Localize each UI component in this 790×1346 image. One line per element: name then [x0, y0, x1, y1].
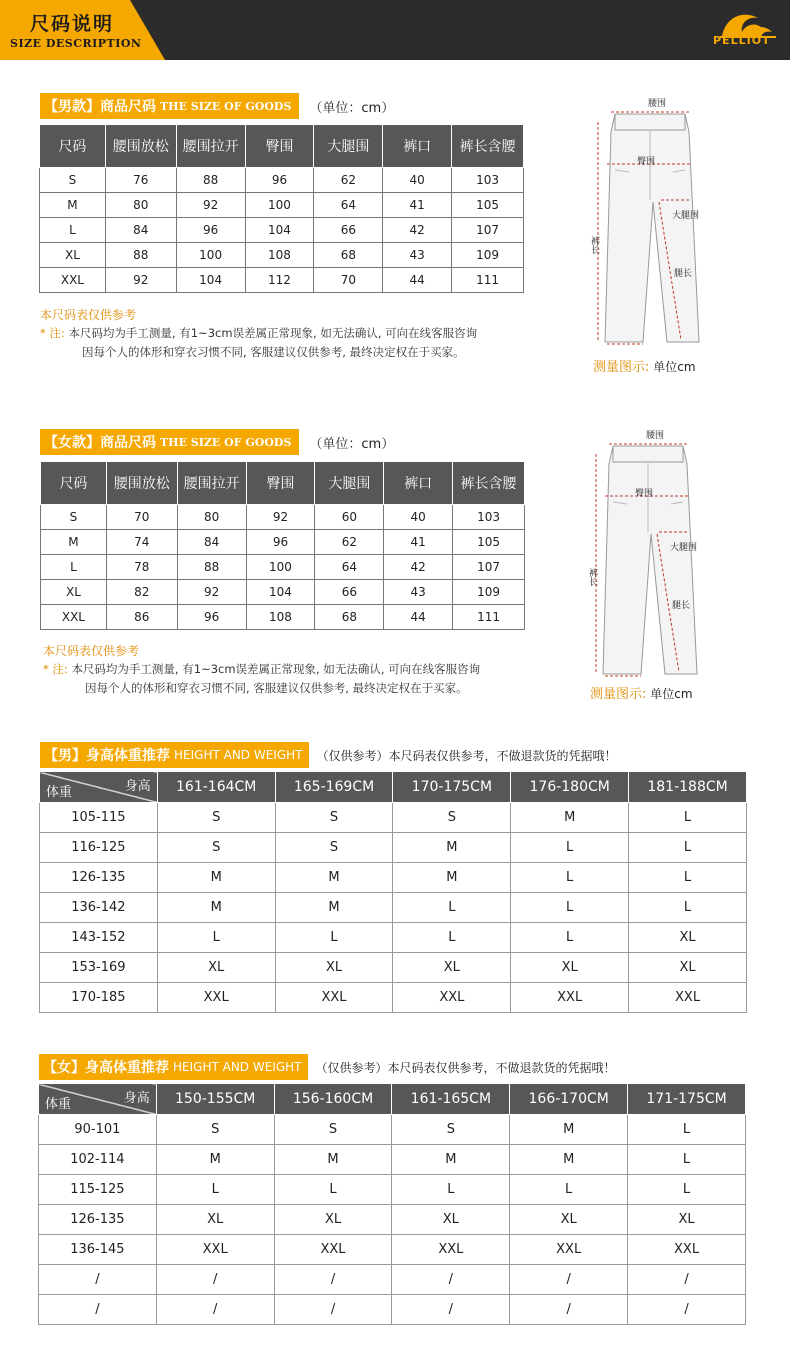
- women-size-title: [40, 429, 394, 455]
- column-header: 165-169CM: [275, 772, 393, 803]
- men-size-table: [39, 124, 524, 293]
- table-cell: /: [510, 1295, 628, 1325]
- table-cell: /: [156, 1265, 274, 1295]
- table-cell: /: [392, 1295, 510, 1325]
- table-cell: 103: [452, 168, 524, 193]
- table-row: [39, 1295, 746, 1325]
- table-cell: XL: [629, 923, 747, 953]
- table-cell: 112: [245, 268, 314, 293]
- column-header: 171-175CM: [628, 1084, 746, 1115]
- table-row: [40, 168, 524, 193]
- column-header: 181-188CM: [629, 772, 747, 803]
- table-cell: S: [274, 1115, 392, 1145]
- table-cell: 107: [452, 218, 524, 243]
- note-line: 因每个人的体形和穿衣习惯不同, 客服建议仅供参考, 最终决定权在于买家。: [85, 681, 468, 695]
- table-row: [41, 605, 525, 630]
- table-cell: L: [628, 1175, 746, 1205]
- table-cell: M: [157, 893, 275, 923]
- table-cell: /: [39, 1295, 157, 1325]
- table-cell: XL: [511, 953, 629, 983]
- table-cell: 103: [453, 505, 525, 530]
- table-cell: M: [393, 833, 511, 863]
- table-row: [39, 1235, 746, 1265]
- men-disclaimer: [40, 324, 560, 362]
- table-cell: XL: [41, 580, 107, 605]
- column-header: 腰围拉开: [177, 462, 246, 505]
- table-cell: XXL: [629, 983, 747, 1013]
- page-title: 尺码说明: [30, 13, 115, 35]
- table-row: [39, 1265, 746, 1295]
- table-cell: 42: [383, 218, 452, 243]
- table-cell: 100: [176, 243, 245, 268]
- women-size-tag: 【女款】商品尺码 THE SIZE OF GOODS: [40, 429, 299, 455]
- table-cell: XXL: [275, 983, 393, 1013]
- men-pants-diagram: [585, 92, 710, 364]
- table-cell: /: [274, 1295, 392, 1325]
- table-row: [41, 580, 525, 605]
- table-cell: 64: [314, 193, 383, 218]
- table-cell: XXL: [393, 983, 511, 1013]
- table-cell: 84: [177, 530, 246, 555]
- figure-label: 腿长: [672, 601, 691, 611]
- table-cell: 108: [245, 243, 314, 268]
- table-cell: S: [157, 803, 275, 833]
- table-cell: 84: [105, 218, 176, 243]
- table-cell: L: [511, 923, 629, 953]
- column-header: 166-170CM: [510, 1084, 628, 1115]
- table-cell: XXL: [41, 605, 107, 630]
- table-cell: 153-169: [40, 953, 158, 983]
- column-header: 裤口: [384, 462, 453, 505]
- table-cell: 170-185: [40, 983, 158, 1013]
- table-cell: 109: [452, 243, 524, 268]
- table-cell: L: [40, 218, 106, 243]
- note-line: 本尺码均为手工测量, 有1~3cm误差属正常现象, 如无法确认, 可向在线客服咨询: [68, 326, 478, 340]
- table-cell: M: [274, 1145, 392, 1175]
- figure-label: 裤长: [587, 568, 597, 586]
- figure-label: 大腿围: [670, 543, 698, 553]
- men-hw-note: （仅供参考）本尺码表仅供参考，不做退款货的凭据哦！: [316, 748, 617, 763]
- table-cell: L: [628, 1115, 746, 1145]
- table-row: [40, 923, 747, 953]
- table-row: [40, 983, 747, 1013]
- table-cell: 136-145: [39, 1235, 157, 1265]
- table-cell: 143-152: [40, 923, 158, 953]
- table-cell: 107: [453, 555, 525, 580]
- figure-label: 臀围: [635, 489, 654, 499]
- table-cell: L: [629, 893, 747, 923]
- table-cell: /: [510, 1265, 628, 1295]
- women-disclaimer: [43, 660, 563, 698]
- table-cell: 96: [177, 605, 246, 630]
- table-cell: XL: [629, 953, 747, 983]
- table-cell: XL: [274, 1205, 392, 1235]
- column-header: 156-160CM: [274, 1084, 392, 1115]
- table-cell: 68: [315, 605, 384, 630]
- page-subtitle: SIZE DESCRIPTION: [10, 37, 142, 50]
- table-cell: M: [393, 863, 511, 893]
- table-cell: S: [392, 1115, 510, 1145]
- table-cell: 111: [453, 605, 525, 630]
- table-cell: 108: [246, 605, 315, 630]
- table-cell: 43: [383, 243, 452, 268]
- table-cell: L: [393, 893, 511, 923]
- table-cell: S: [157, 833, 275, 863]
- men-hw-title: [40, 742, 617, 768]
- table-row: [40, 953, 747, 983]
- table-cell: 92: [176, 193, 245, 218]
- table-cell: S: [275, 833, 393, 863]
- table-cell: 100: [245, 193, 314, 218]
- table-cell: 109: [453, 580, 525, 605]
- page-header: [0, 0, 790, 60]
- table-cell: XXL: [628, 1235, 746, 1265]
- table-cell: 42: [384, 555, 453, 580]
- table-cell: XL: [628, 1205, 746, 1235]
- women-hw-table: [38, 1083, 746, 1325]
- table-cell: 105: [453, 530, 525, 555]
- table-row: [41, 530, 525, 555]
- table-header-row: [41, 462, 525, 505]
- table-row: [41, 555, 525, 580]
- figure-label: 腰围: [648, 99, 667, 109]
- table-cell: S: [393, 803, 511, 833]
- table-cell: 136-142: [40, 893, 158, 923]
- figure-label: 腿长: [674, 269, 693, 279]
- column-header: 腰围放松: [106, 462, 177, 505]
- table-cell: 116-125: [40, 833, 158, 863]
- table-cell: M: [510, 1145, 628, 1175]
- table-cell: 70: [106, 505, 177, 530]
- figure-label: 大腿围: [672, 211, 700, 221]
- table-cell: M: [392, 1145, 510, 1175]
- table-cell: 44: [383, 268, 452, 293]
- table-cell: 104: [246, 580, 315, 605]
- table-cell: XXL: [510, 1235, 628, 1265]
- men-hw-table: [39, 771, 747, 1013]
- table-cell: 41: [384, 530, 453, 555]
- table-cell: 92: [105, 268, 176, 293]
- table-cell: L: [393, 923, 511, 953]
- table-cell: XXL: [274, 1235, 392, 1265]
- men-size-unit: （单位：cm）: [309, 100, 395, 116]
- women-pants-diagram: [583, 424, 708, 696]
- column-header: 161-165CM: [392, 1084, 510, 1115]
- corner-header: 身高 体重: [39, 1084, 157, 1115]
- table-row: [39, 1115, 746, 1145]
- column-header: 臀围: [245, 125, 314, 168]
- table-cell: M: [41, 530, 107, 555]
- table-cell: 76: [105, 168, 176, 193]
- table-row: [40, 243, 524, 268]
- brand-logo-icon: [700, 6, 785, 56]
- table-cell: L: [629, 863, 747, 893]
- table-cell: 40: [383, 168, 452, 193]
- table-cell: 96: [245, 168, 314, 193]
- figure-caption: 测量图示: 单位cm: [593, 360, 696, 375]
- table-cell: /: [392, 1265, 510, 1295]
- table-cell: XL: [393, 953, 511, 983]
- table-cell: 92: [246, 505, 315, 530]
- table-row: [41, 505, 525, 530]
- table-cell: S: [275, 803, 393, 833]
- table-cell: M: [275, 893, 393, 923]
- table-cell: M: [156, 1145, 274, 1175]
- table-cell: 111: [452, 268, 524, 293]
- table-cell: 64: [315, 555, 384, 580]
- column-header: 尺码: [40, 125, 106, 168]
- table-cell: 40: [384, 505, 453, 530]
- table-cell: 68: [314, 243, 383, 268]
- table-header-row: [40, 125, 524, 168]
- table-cell: L: [274, 1175, 392, 1205]
- brand-name: PELLIOT: [713, 34, 771, 47]
- corner-header: 身高 体重: [40, 772, 158, 803]
- table-cell: XL: [156, 1205, 274, 1235]
- men-hw-tag: 【男】身高体重推荐 HEIGHT AND WEIGHT: [40, 742, 309, 768]
- table-row: [40, 803, 747, 833]
- table-cell: 88: [176, 168, 245, 193]
- table-cell: L: [511, 863, 629, 893]
- table-cell: S: [156, 1115, 274, 1145]
- table-cell: XL: [40, 243, 106, 268]
- table-cell: XXL: [157, 983, 275, 1013]
- table-cell: /: [274, 1265, 392, 1295]
- table-cell: /: [628, 1265, 746, 1295]
- table-cell: L: [392, 1175, 510, 1205]
- table-cell: L: [629, 803, 747, 833]
- table-cell: 104: [176, 268, 245, 293]
- table-row: [40, 218, 524, 243]
- table-cell: 66: [314, 218, 383, 243]
- note-star: * 注:: [40, 326, 65, 340]
- women-hw-note: （仅供参考）本尺码表仅供参考，不做退款货的凭据哦！: [315, 1060, 616, 1075]
- table-cell: 43: [384, 580, 453, 605]
- table-cell: XL: [275, 953, 393, 983]
- men-size-title: [40, 93, 394, 119]
- table-cell: /: [156, 1295, 274, 1325]
- column-header: 裤长含腰: [453, 462, 525, 505]
- column-header: 150-155CM: [156, 1084, 274, 1115]
- table-row: [39, 1145, 746, 1175]
- column-header: 176-180CM: [511, 772, 629, 803]
- table-cell: 105: [452, 193, 524, 218]
- table-cell: 86: [106, 605, 177, 630]
- table-cell: XL: [392, 1205, 510, 1235]
- column-header: 腰围拉开: [176, 125, 245, 168]
- table-cell: L: [511, 893, 629, 923]
- table-cell: 62: [315, 530, 384, 555]
- note-line: 因每个人的体形和穿衣习惯不同, 客服建议仅供参考, 最终决定权在于买家。: [82, 345, 465, 359]
- table-cell: M: [40, 193, 106, 218]
- column-header: 尺码: [41, 462, 107, 505]
- table-cell: 105-115: [40, 803, 158, 833]
- table-cell: XXL: [40, 268, 106, 293]
- table-cell: L: [629, 833, 747, 863]
- table-cell: L: [511, 833, 629, 863]
- table-row: [40, 193, 524, 218]
- table-cell: XXL: [392, 1235, 510, 1265]
- table-cell: 88: [105, 243, 176, 268]
- table-row: [39, 1175, 746, 1205]
- figure-label: 臀围: [637, 157, 656, 167]
- table-cell: /: [39, 1265, 157, 1295]
- table-cell: L: [156, 1175, 274, 1205]
- table-cell: 96: [176, 218, 245, 243]
- table-cell: 126-135: [40, 863, 158, 893]
- men-size-tag: 【男款】商品尺码 THE SIZE OF GOODS: [40, 93, 299, 119]
- table-row: [40, 893, 747, 923]
- table-cell: /: [628, 1295, 746, 1325]
- table-cell: M: [510, 1115, 628, 1145]
- table-cell: M: [157, 863, 275, 893]
- note-line: 本尺码均为手工测量, 有1~3cm误差属正常现象, 如无法确认, 可向在线客服咨询: [71, 662, 481, 676]
- column-header: 大腿围: [315, 462, 384, 505]
- table-cell: 44: [384, 605, 453, 630]
- table-cell: 60: [315, 505, 384, 530]
- column-header: 裤口: [383, 125, 452, 168]
- table-cell: S: [41, 505, 107, 530]
- table-cell: L: [628, 1145, 746, 1175]
- note-star: * 注:: [43, 662, 68, 676]
- table-cell: M: [511, 803, 629, 833]
- table-row: [40, 268, 524, 293]
- table-cell: 80: [177, 505, 246, 530]
- table-cell: 92: [177, 580, 246, 605]
- women-size-unit: （单位：cm）: [309, 436, 395, 452]
- women-size-table: [40, 461, 525, 630]
- table-cell: 78: [106, 555, 177, 580]
- table-cell: 80: [105, 193, 176, 218]
- women-hw-tag: 【女】身高体重推荐 HEIGHT AND WEIGHT: [39, 1054, 308, 1080]
- table-row: [40, 833, 747, 863]
- column-header: 170-175CM: [393, 772, 511, 803]
- figure-label: 腰围: [646, 431, 665, 441]
- table-cell: L: [275, 923, 393, 953]
- table-cell: XL: [510, 1205, 628, 1235]
- table-cell: 104: [245, 218, 314, 243]
- table-cell: 126-135: [39, 1205, 157, 1235]
- column-header: 161-164CM: [157, 772, 275, 803]
- figure-caption: 测量图示: 单位cm: [590, 687, 693, 702]
- table-cell: XL: [157, 953, 275, 983]
- women-reference-note: 本尺码表仅供参考: [43, 644, 140, 658]
- table-cell: 100: [246, 555, 315, 580]
- table-cell: L: [510, 1175, 628, 1205]
- table-row: [40, 863, 747, 893]
- table-cell: S: [40, 168, 106, 193]
- table-cell: 102-114: [39, 1145, 157, 1175]
- table-cell: 96: [246, 530, 315, 555]
- table-cell: L: [157, 923, 275, 953]
- table-cell: 115-125: [39, 1175, 157, 1205]
- men-reference-note: 本尺码表仅供参考: [40, 308, 137, 322]
- women-hw-title: [39, 1054, 616, 1080]
- table-cell: 41: [383, 193, 452, 218]
- table-header-row: [39, 1084, 746, 1115]
- table-cell: 62: [314, 168, 383, 193]
- table-cell: 82: [106, 580, 177, 605]
- column-header: 裤长含腰: [452, 125, 524, 168]
- table-cell: M: [275, 863, 393, 893]
- table-cell: XXL: [156, 1235, 274, 1265]
- column-header: 臀围: [246, 462, 315, 505]
- table-cell: 88: [177, 555, 246, 580]
- table-header-row: [40, 772, 747, 803]
- table-cell: 90-101: [39, 1115, 157, 1145]
- table-cell: XXL: [511, 983, 629, 1013]
- column-header: 大腿围: [314, 125, 383, 168]
- table-cell: L: [41, 555, 107, 580]
- table-cell: 70: [314, 268, 383, 293]
- table-row: [39, 1205, 746, 1235]
- figure-label: 裤长: [589, 236, 599, 254]
- column-header: 腰围放松: [105, 125, 176, 168]
- table-cell: 74: [106, 530, 177, 555]
- table-cell: 66: [315, 580, 384, 605]
